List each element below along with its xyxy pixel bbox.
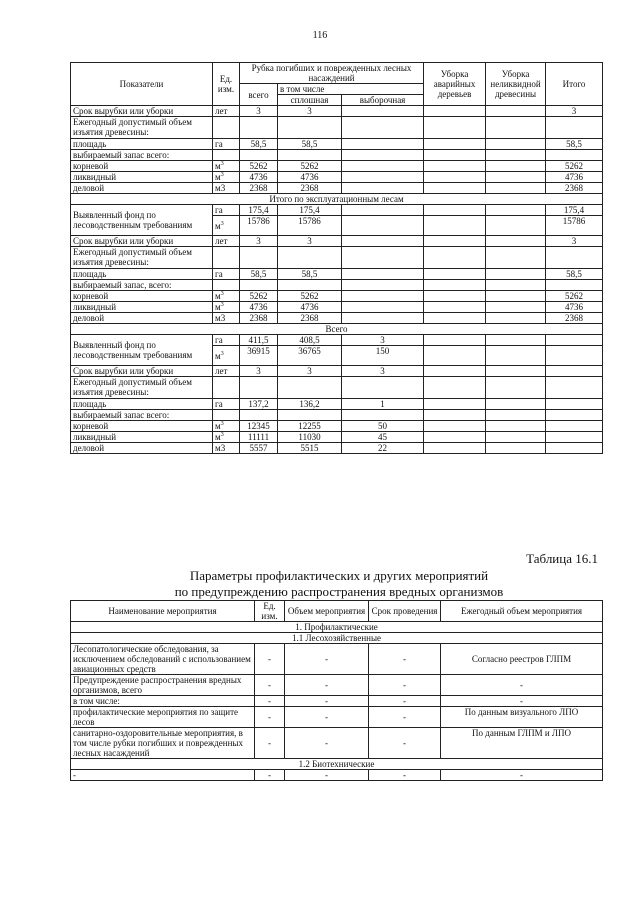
row-label: выбираемый запас, всего: [71,280,213,291]
cell-total: 137,2 [240,399,278,410]
cell-clear: 15786 [278,216,342,236]
cell-final: 3 [546,106,603,117]
section-label: Итого по эксплуатационным лесам [71,194,603,205]
table2-title-line1: Параметры профилактических и других мероприятий [189,568,489,583]
section-label: Всего [71,324,603,335]
cell-final [546,432,603,443]
cell-clear: 36765 [278,346,342,366]
cell-clear: 408,5 [278,335,342,346]
cell-final [546,247,603,269]
cell-clear: 4736 [278,172,342,183]
cell-total [240,150,278,161]
header-selective: выборочная [342,95,424,106]
table-row [71,205,603,216]
header-including: в том числе [278,84,424,95]
header-volume: Объем мероприятия [285,601,369,622]
cell-clear: 2368 [278,183,342,194]
cell-selective [342,236,424,247]
table-row [71,399,603,410]
row-label: Выявленный фонд по лесоводственным требованиям [71,335,213,366]
cell-emergency [424,313,486,324]
cell-illiquid [486,421,546,432]
cell-total: 2368 [240,313,278,324]
cell-selective [342,280,424,291]
table-row [71,183,603,194]
cell-emergency [424,421,486,432]
cell-final [546,377,603,399]
row-name: санитарно-оздоровительные мероприятия, в том числе рубки погибших и поврежденных лесных насаждений [71,728,255,759]
section-label: 1.2 Биотехнические [71,759,603,770]
cell-clear: 3 [278,236,342,247]
row-label: площадь [71,399,213,410]
row-unit: лет [213,236,240,247]
header-clear: сплошная [278,95,342,106]
cell-total: 3 [240,236,278,247]
cell-selective [342,139,424,150]
cell-final [546,443,603,454]
cell-final: 4736 [546,172,603,183]
cell-unit: - [255,644,285,675]
cell-illiquid [486,291,546,302]
row-unit: га [213,399,240,410]
cell-final [546,410,603,421]
prevention-table [70,600,603,781]
row-unit [213,117,240,139]
cell-illiquid [486,313,546,324]
cell-illiquid [486,366,546,377]
row-label: корневой [71,161,213,172]
cell-selective: 45 [342,432,424,443]
felling-table [70,62,603,454]
header-felling-group: Рубка погибших и поврежденных лесных насаждений [240,63,424,84]
row-unit [213,280,240,291]
table-row [71,280,603,291]
cell-clear: 175,4 [278,205,342,216]
row-label: Ежегодный допустимый объем изъятия древесины: [71,247,213,269]
cell-total: 3 [240,106,278,117]
section-row [71,622,603,633]
table-row [71,410,603,421]
cell-illiquid [486,280,546,291]
cell-annual: По данным ГЛПМ и ЛПО [441,728,603,759]
cell-emergency [424,205,486,216]
cell-emergency [424,346,486,366]
cell-annual: Согласно реестров ГЛПМ [441,644,603,675]
cell-final [546,117,603,139]
cell-clear: 3 [278,366,342,377]
cell-selective [342,172,424,183]
cell-final: 5262 [546,161,603,172]
row-unit [213,377,240,399]
cell-final: 15786 [546,216,603,236]
cell-clear: 2368 [278,313,342,324]
cell-illiquid [486,205,546,216]
row-label: Срок вырубки или уборки [71,106,213,117]
row-unit [213,247,240,269]
row-label: корневой [71,291,213,302]
table2-title-line2: по предупреждению распространения вредных организмов [174,584,504,599]
cell-annual: - [441,675,603,696]
table-row [71,106,603,117]
cell-final: 2368 [546,183,603,194]
cell-selective [342,377,424,399]
cell-selective [342,410,424,421]
cell-clear: 58,5 [278,269,342,280]
cell-emergency [424,377,486,399]
cell-illiquid [486,236,546,247]
table-row [71,335,603,346]
table-row [71,247,603,269]
cell-total: 5262 [240,161,278,172]
row-name: в том числе: [71,696,255,707]
table2-header-row [71,601,603,622]
cell-illiquid [486,172,546,183]
row-label: деловой [71,313,213,324]
section-row [71,324,603,335]
cell-total [240,410,278,421]
cell-clear: 11030 [278,432,342,443]
row-unit: лет [213,366,240,377]
row-label: Выявленный фонд по лесоводственным требованиям [71,205,213,236]
row-name: - [71,770,255,781]
row-unit: $м^3$ [213,161,240,172]
cell-selective [342,216,424,236]
cell-clear: 58,5 [278,139,342,150]
cell-emergency [424,183,486,194]
row-unit: м3 [213,183,240,194]
cell-emergency [424,399,486,410]
cell-period: - [369,696,441,707]
cell-final [546,346,603,366]
section-row [71,194,603,205]
cell-annual: - [441,770,603,781]
cell-selective [342,106,424,117]
row-name: Лесопатологические обследования, за исключением обследований с использованием авиационных средств [71,644,255,675]
cell-emergency [424,139,486,150]
table-row [71,377,603,399]
cell-emergency [424,269,486,280]
cell-final: 2368 [546,313,603,324]
cell-illiquid [486,117,546,139]
section-row [71,633,603,644]
cell-illiquid [486,150,546,161]
table-row [71,139,603,150]
header-emergency: Уборка аварийных деревьев [424,63,486,106]
cell-final: 3 [546,236,603,247]
row-label: деловой [71,183,213,194]
table-row [71,443,603,454]
cell-total: 4736 [240,302,278,313]
table-row [71,675,603,696]
cell-unit: - [255,707,285,728]
cell-final [546,150,603,161]
cell-total: 36915 [240,346,278,366]
section-row [71,759,603,770]
row-label: Срок вырубки или уборки [71,236,213,247]
cell-volume: - [285,707,369,728]
cell-emergency [424,216,486,236]
cell-final [546,366,603,377]
cell-annual: По данным визуального ЛПО [441,707,603,728]
cell-total: 5262 [240,291,278,302]
cell-unit: $м^3$ [213,346,240,366]
cell-selective: 1 [342,399,424,410]
header-unit: Ед. изм. [213,63,240,106]
cell-total [240,247,278,269]
row-label: Срок вырубки или уборки [71,366,213,377]
table-row [71,728,603,759]
cell-emergency [424,150,486,161]
cell-selective: 3 [342,366,424,377]
cell-total: 3 [240,366,278,377]
cell-emergency [424,280,486,291]
cell-clear: 5262 [278,161,342,172]
row-label: Ежегодный допустимый объем изъятия древесины: [71,117,213,139]
cell-total: 15786 [240,216,278,236]
cell-emergency [424,117,486,139]
table1-header-row [71,63,603,84]
cell-emergency [424,410,486,421]
cell-period: - [369,675,441,696]
table-row [71,313,603,324]
row-label: выбираемый запас всего: [71,150,213,161]
cell-selective [342,205,424,216]
cell-emergency [424,106,486,117]
page-number: 116 [312,30,328,41]
cell-final [546,335,603,346]
cell-total: 58,5 [240,139,278,150]
table-row [71,707,603,728]
cell-clear: 5262 [278,291,342,302]
header-annual: Ежегодный объем мероприятия [441,601,603,622]
cell-illiquid [486,346,546,366]
cell-selective [342,291,424,302]
cell-clear: 4736 [278,302,342,313]
row-label: Ежегодный допустимый объем изъятия древесины: [71,377,213,399]
cell-emergency [424,366,486,377]
table-row [71,421,603,432]
table-row [71,236,603,247]
cell-clear [278,280,342,291]
cell-emergency [424,432,486,443]
cell-emergency [424,172,486,183]
header-period: Срок проведения [369,601,441,622]
row-label: площадь [71,269,213,280]
cell-illiquid [486,183,546,194]
cell-illiquid [486,335,546,346]
cell-final: 58,5 [546,269,603,280]
cell-selective [342,313,424,324]
cell-final: 175,4 [546,205,603,216]
row-label: ликвидный [71,172,213,183]
header-indicators: Показатели [71,63,213,106]
cell-illiquid [486,216,546,236]
cell-final: 4736 [546,302,603,313]
cell-illiquid [486,106,546,117]
cell-selective [342,247,424,269]
row-name: профилактические мероприятия по защите лесов [71,707,255,728]
table-row [71,161,603,172]
table-row [71,696,603,707]
row-label: ликвидный [71,432,213,443]
table-row [71,770,603,781]
header-total-sub: всего [240,84,278,106]
cell-total: 4736 [240,172,278,183]
cell-final: 5262 [546,291,603,302]
row-name: Предупреждение распространения вредных организмов, всего [71,675,255,696]
cell-emergency [424,443,486,454]
cell-clear [278,410,342,421]
cell-total: 12345 [240,421,278,432]
table-row [71,432,603,443]
cell-clear: 12255 [278,421,342,432]
row-unit: $м^3$ [213,172,240,183]
section-label: 1.1 Лесохозяйственные [71,633,603,644]
cell-selective: 150 [342,346,424,366]
cell-clear: 3 [278,106,342,117]
row-unit: м3 [213,443,240,454]
cell-selective [342,161,424,172]
row-label: деловой [71,443,213,454]
cell-volume: - [285,696,369,707]
cell-total: 175,4 [240,205,278,216]
cell-illiquid [486,302,546,313]
row-label: выбираемый запас всего: [71,410,213,421]
cell-emergency [424,335,486,346]
row-unit: $м^3$ [213,291,240,302]
cell-illiquid [486,247,546,269]
cell-clear [278,247,342,269]
cell-unit: - [255,770,285,781]
cell-emergency [424,161,486,172]
row-label: ликвидный [71,302,213,313]
cell-final [546,421,603,432]
cell-clear [278,377,342,399]
row-unit: $м^3$ [213,302,240,313]
cell-emergency [424,291,486,302]
cell-emergency [424,247,486,269]
cell-selective [342,117,424,139]
cell-unit: $м^3$ [213,216,240,236]
table-row [71,366,603,377]
cell-clear [278,150,342,161]
cell-selective [342,302,424,313]
cell-selective: 3 [342,335,424,346]
header-total: Итого [546,63,603,106]
row-unit [213,410,240,421]
header-illiquid: Уборка неликвидной древесины [486,63,546,106]
cell-illiquid [486,139,546,150]
cell-total [240,280,278,291]
cell-unit: га [213,205,240,216]
cell-volume: - [285,675,369,696]
section-label: 1. Профилактические [71,622,603,633]
cell-unit: - [255,696,285,707]
cell-clear: 5515 [278,443,342,454]
cell-illiquid [486,269,546,280]
cell-illiquid [486,161,546,172]
cell-final: 58,5 [546,139,603,150]
table-row [71,172,603,183]
cell-volume: - [285,728,369,759]
row-label: корневой [71,421,213,432]
cell-illiquid [486,399,546,410]
row-unit: га [213,139,240,150]
cell-selective: 50 [342,421,424,432]
row-unit: лет [213,106,240,117]
cell-selective: 22 [342,443,424,454]
table2-label: Таблица 16.1 [526,551,598,566]
cell-annual: - [441,696,603,707]
cell-total [240,117,278,139]
cell-volume: - [285,770,369,781]
cell-period: - [369,770,441,781]
table-row [71,117,603,139]
cell-final [546,399,603,410]
cell-illiquid [486,410,546,421]
cell-unit: - [255,675,285,696]
cell-final [546,280,603,291]
cell-clear [278,117,342,139]
cell-selective [342,150,424,161]
cell-emergency [424,302,486,313]
cell-unit: га [213,335,240,346]
table-row [71,302,603,313]
cell-emergency [424,236,486,247]
row-unit: $м^3$ [213,432,240,443]
cell-clear: 136,2 [278,399,342,410]
row-unit: $м^3$ [213,421,240,432]
table-row [71,150,603,161]
cell-total: 5557 [240,443,278,454]
cell-volume: - [285,644,369,675]
table-row [71,269,603,280]
header-unit: Ед. изм. [255,601,285,622]
cell-illiquid [486,377,546,399]
row-label: площадь [71,139,213,150]
cell-period: - [369,728,441,759]
cell-total [240,377,278,399]
row-unit: га [213,269,240,280]
cell-illiquid [486,432,546,443]
cell-total: 58,5 [240,269,278,280]
cell-unit: - [255,728,285,759]
cell-total: 11111 [240,432,278,443]
cell-total: 411,5 [240,335,278,346]
table-row [71,291,603,302]
row-unit: м3 [213,313,240,324]
table-row [71,644,603,675]
cell-period: - [369,644,441,675]
cell-total: 2368 [240,183,278,194]
cell-period: - [369,707,441,728]
cell-selective [342,269,424,280]
cell-illiquid [486,443,546,454]
cell-selective [342,183,424,194]
header-name: Наименование мероприятия [71,601,255,622]
row-unit [213,150,240,161]
